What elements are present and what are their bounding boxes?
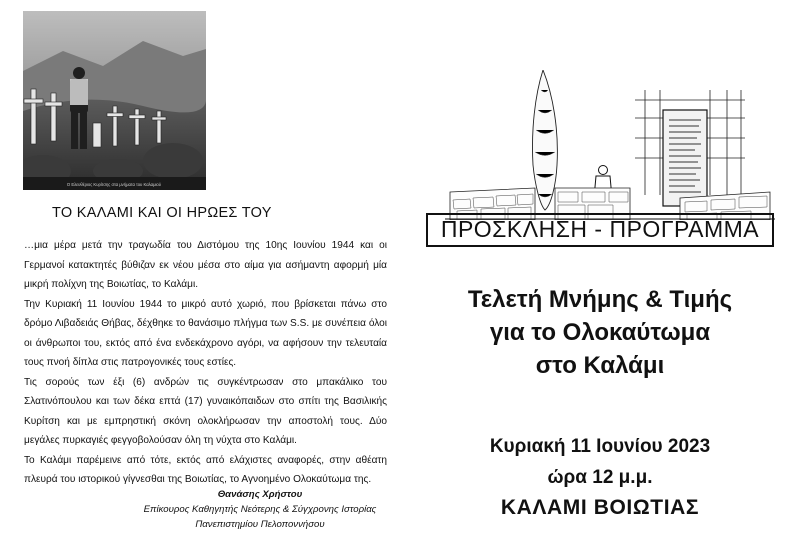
article-body [24,236,387,490]
title-line: Τελετή Μνήμης & Τιμής [467,286,733,313]
paragraph: Τις σορούς των έξι (6) ανδρών τις συγκέντρωσαν στο μπακάλικο του Σλατινόπουλου και των δέκα επτά (17) γυναικόπαιδων στο σπίτι της Βασιλικής Κυρίτση και με εμπρηστική σκόνη ολοκλήρωσαν την αποστολή τους. Δύο μεγάλες πυρκαγιές φεγγοβολούσαν όλη τη νύχτα στο Καλάμι. [24,376,387,446]
author-role: Επίκουρος Καθηγητής Νεότερης & Σύγχρονης Ιστορίας [143,504,377,515]
event-date: Κυριακή 11 Ιουνίου 2023 [489,436,711,457]
author-signature [120,487,400,532]
photo-caption: Ο Ελευθέριος Κυρίτσης στα μνήματα του Καλαμιού [66,182,162,187]
event-time: ώρα 12 μ.μ. [547,467,653,488]
paragraph: Το Καλάμι παρέμεινε από τότε, εκτός από ελάχιστες αναφορές, στην αθέατη πλευρά του ιστορικού γίγνεσθαι της Βοιωτίας, το Αγνοημένο Ολοκαύτωμα της. [24,454,387,485]
paragraph: Την Κυριακή 11 Ιουνίου 1944 το μικρό αυτό χωριό, που βρίσκεται πάνω στο δρόμο Λιβαδειάς Θήβας, δέχθηκε το θανάσιμο πλήγμα των S.S. με συνέπεια όλοι οι άνθρωποι του, εκτός από ένα ενδεκάχρονο αγόρι, να αφήσουν την τελευταία τους πνοή δίπλα στις πατρογονικές τους εστίες. [24,298,387,368]
author-name: Θανάσης Χρήστου [217,489,303,500]
title-line: στο Καλάμι [535,352,665,379]
event-title [410,283,790,382]
invitation-banner: ΠΡΟΣΚΛΗΣΗ - ΠΡΟΓΡΑΜΜΑ [426,213,774,247]
memorial-illustration [445,70,775,220]
historical-photo [23,11,206,190]
memorial-monument-drawing-icon [445,70,775,220]
event-datetime [410,431,790,493]
author-affiliation: Πανεπιστημίου Πελοποννήσου [195,519,325,530]
paragraph: …μια μέρα μετά την τραγωδία του Διστόμου της 10ης Ιουνίου 1944 και οι Γερμανοί κατακτητές βύθιζαν εκ νέου μέσα στο αίμα για ασήμαντη αφορμή μία μικρή πολίχνη της Βοιωτίας, το Καλάμι. [24,240,387,290]
section-heading: ΤΟ ΚΑΛΑΜΙ ΚΑΙ ΟΙ ΗΡΩΕΣ ΤΟΥ [52,205,272,221]
event-location: ΚΑΛΑΜΙ ΒΟΙΩΤΙΑΣ [500,496,700,519]
title-line: για το Ολοκαύτωμα [489,319,711,346]
memorial-photo-icon [23,11,206,190]
